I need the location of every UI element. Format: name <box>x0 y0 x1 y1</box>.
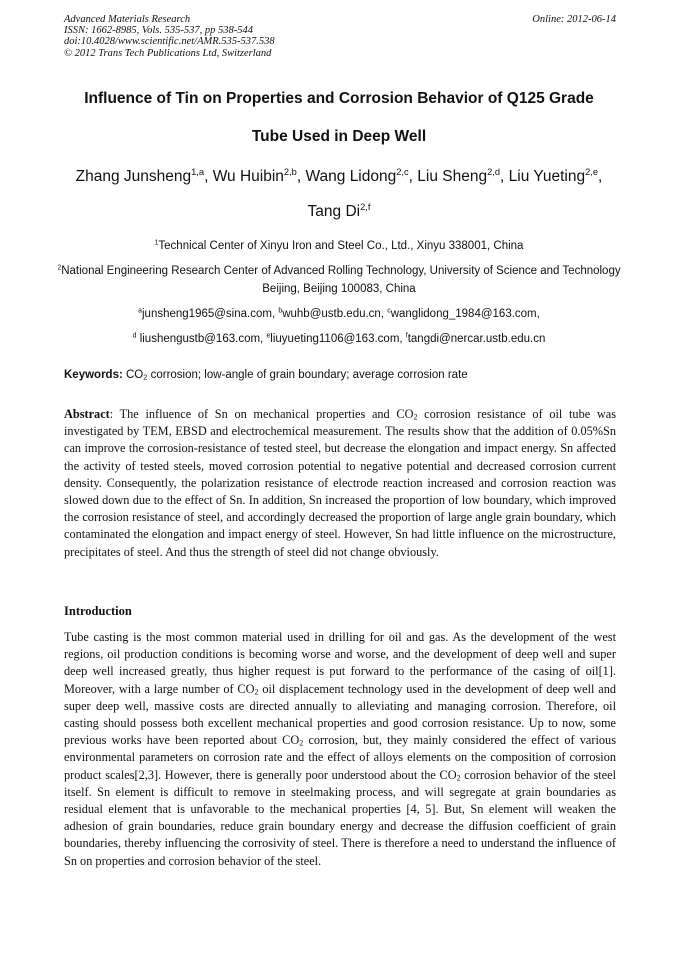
email-address: tangdi@nercar.ustb.edu.cn <box>407 333 546 345</box>
email-address: wuhb@ustb.edu.cn, <box>282 308 385 320</box>
abstract-label: Abstract <box>64 407 110 421</box>
author-marker: 2,d <box>487 166 501 177</box>
email-marker: e <box>266 332 271 340</box>
keywords-label: Keywords: <box>64 369 123 381</box>
email-marker: c <box>387 307 391 315</box>
body-text: oil displacement technology used in the development of deep well and super deep well, massive costs are directed annually to alleviating and managing corrosion. Therefore, oil casting should possess both excellent mechanical properties and good corrosion resistance. Up to now, some previous works have been reported about CO <box>64 681 616 748</box>
running-header <box>64 14 616 59</box>
abstract-paragraph <box>64 406 616 561</box>
body-text: corrosion, but, they mainly considered the effect of various environmental parameters on corrosion rate and the effect of alloys elements on the composition of corrosion product scales[2,3]. However, there is generally poor understood about the CO <box>64 733 616 782</box>
email-marker: a <box>138 307 142 315</box>
author-marker: 2,c <box>396 166 409 177</box>
author-name: Liu Sheng <box>417 168 488 185</box>
copyright-line: © 2012 Trans Tech Publications Ltd, Switzerland <box>64 47 272 59</box>
email-address: wanglidong_1984@163.com, <box>390 308 540 320</box>
body-text: corrosion behavior of the steel itself. Sn element is difficult to remove in steelmaking process, and will segregate at grain boundaries as residual element that is unfavorable to the mechanical properties [4, 5]. But, Sn element will weaken the adhesion of grain boundaries, reduce grain boundary energy and decrease the diffusion coefficient of grain boundaries, thereby influencing the corrosivity of steel. There is therefore a need to understand the influence of Sn on properties and corrosion behavior of the steel. <box>64 767 617 868</box>
online-date: Online: 2012-06-14 <box>532 14 616 25</box>
email-line-1 <box>50 305 628 323</box>
author-marker: 1,a <box>191 166 205 177</box>
journal-name: Advanced Materials Research <box>64 14 191 25</box>
email-address: liuyueting1106@163.com, <box>270 333 403 345</box>
author-name: Wang Lidong <box>305 168 397 185</box>
author-list: Zhang Junsheng$^{1,a}$, Wu Huibin$^{2,b}$, Wang Lidong$^{2,c}$, Liu Sheng$^{2,d}$, Liu Yueting$^{2,e}$, <box>75 166 603 185</box>
subscript: 2 <box>456 773 461 783</box>
email-marker: d <box>132 332 137 340</box>
affiliation-marker: 1 <box>154 239 159 247</box>
doi-line: doi:10.4028/www.scientific.net/AMR.535-537.538 <box>64 36 275 48</box>
email-line-2 <box>50 330 628 348</box>
paper-title-line-1: Influence of Tin on Properties and Corrosion Behavior of Q125 Grade <box>84 90 594 107</box>
affiliation-1 <box>50 237 628 255</box>
keywords-text: corrosion; low-angle of grain boundary; average corrosion rate <box>147 369 468 381</box>
email-marker: f <box>405 332 408 340</box>
email-address: liushengustb@163.com, <box>139 333 264 345</box>
author-name: Liu Yueting <box>508 168 586 185</box>
author-marker: 2,b <box>283 166 297 177</box>
body-text: Tube casting is the most common material used in drilling for oil and gas. As the development of the west regions, oil production conditions is becoming worse and worse, and the development of deep well and super deep well increased greatly, thus higher request is put forward to the performance of the casing of oil[1]. Moreover, with a large number of CO <box>64 630 616 696</box>
author-marker: 2,e <box>585 166 599 177</box>
author-name: Wu Huibin <box>212 168 284 185</box>
paper-title-line-2: Tube Used in Deep Well <box>251 128 427 145</box>
email-address: junsheng1965@sina.com, <box>142 308 276 320</box>
keywords <box>64 369 616 381</box>
issn-line: ISSN: 1662-8985, Vols. 535-537, pp 538-544 <box>64 25 253 37</box>
subscript: 2 <box>413 412 418 422</box>
subscript: 2 <box>143 372 148 382</box>
email-marker: b <box>278 307 283 315</box>
introduction-paragraph <box>64 629 616 870</box>
author-marker: 2,f <box>360 201 371 212</box>
subscript: 2 <box>254 687 259 697</box>
keywords-text: CO <box>126 369 144 381</box>
affiliation-text: Technical Center of Xinyu Iron and Steel Co., Ltd., Xinyu 338001, China <box>158 240 524 252</box>
affiliation-2 <box>50 262 628 298</box>
affiliation-text: National Engineering Research Center of Advanced Rolling Technology, University of Science and Technology Beijing, Beijing 100083, China <box>61 265 621 295</box>
affiliation-marker: 2 <box>57 264 62 272</box>
abstract-text: corrosion resistance of oil tube was investigated by TEM, EBSD and electrochemical measurement. The results show that the addition of 0.05%Sn can improve the corrosion-resistance of tested steel, but decrease the elongation and impact energy. Sn affected the activity of tested steels, moved corrosion potential to negative potential and decreased corrosion current density. Consequently, the polarization resistance of electrode reaction increased and corrosion reaction was slowed down due to the effect of Sn. In addition, Sn increased the proportion of low boundary, which improved the corrosion resistance of steel, and accordingly decreased the proportion of large angle grain boundary, which contaminated the elongation and impact energy of steel. However, Sn had little influence on the microstructure, precipitates of steel. And thus the strength of steel did not change obviously. <box>64 407 616 559</box>
subscript: 2 <box>299 738 304 748</box>
author-list-cont <box>30 203 648 221</box>
section-heading-introduction: Introduction <box>64 604 132 618</box>
author-name: Zhang Junsheng <box>75 168 192 185</box>
abstract-text: : The influence of Sn on mechanical properties and CO <box>109 407 414 421</box>
author-name: Tang Di <box>307 203 361 220</box>
